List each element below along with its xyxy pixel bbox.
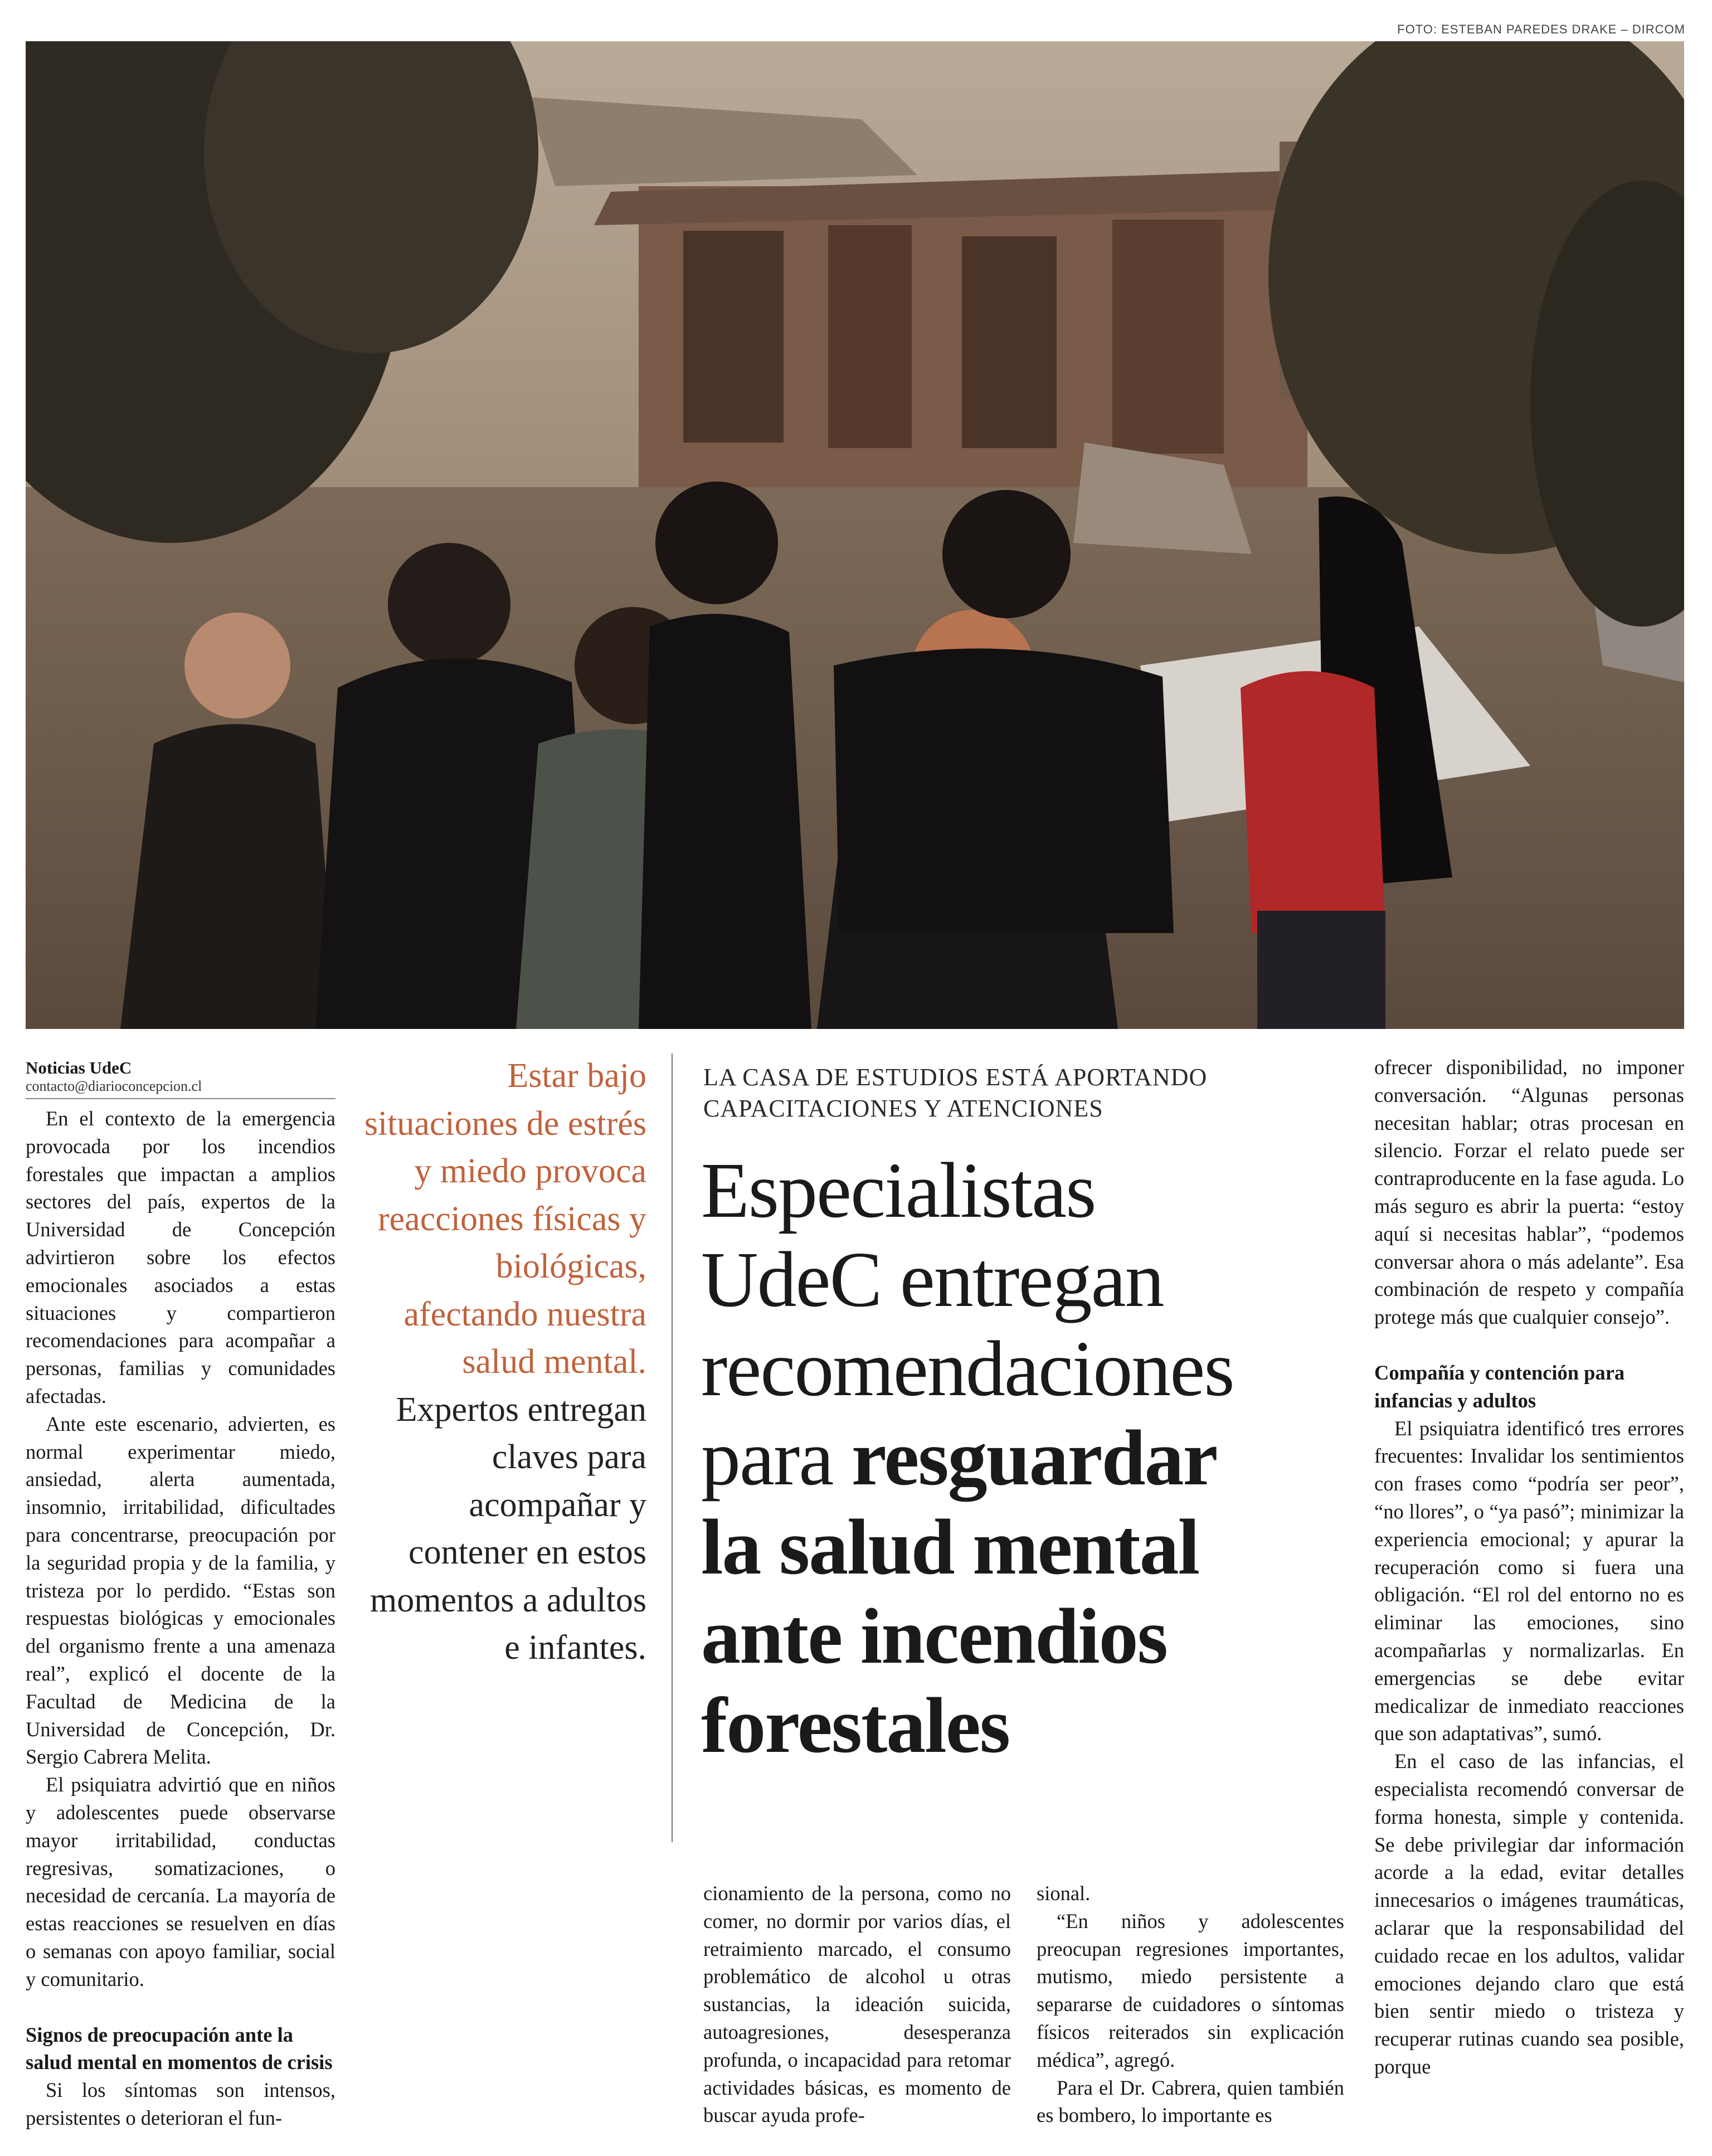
- section-subhead: Compañía y contención para infancias y adultos: [1374, 1361, 1625, 1412]
- article-paragraph: El psiquiatra identificó tres errores frecuentes: Invalidar los sentimientos con frases como “podría ser peor”, “no llores”, o “ya pasó”; minimizar la experiencia emocional; y apurar la recuperación como si fuera una obligación. “El rol del entorno no es eliminar las emociones, sino acompañarlas y normalizarlas. En emergencias se debe evitar medicalizar de inmediato reacciones que son adaptativas”, sumó.: [1374, 1416, 1684, 1745]
- article-column-2: [703, 1880, 1011, 2129]
- article-column-1: [26, 1058, 335, 2132]
- article-paragraph: Ante este escenario, advierten, es normal experimentar miedo, ansiedad, alerta aumentada, insomnio, irritabilidad, dificultades para concentrarse, preocupación por la seguridad propia y de la familia, y tristeza por lo perdido. “Estas son respuestas biológicas y emocionales del organismo frente a una amenaza real”, explicó el docente de la Facultad de Medicina de la Universidad de Concepción, Dr. Sergio Cabrera Melita.: [26, 1412, 335, 1769]
- article-paragraph: sional.: [1037, 1882, 1091, 1905]
- article-paragraph: Si los síntomas son intensos, persistentes o deterioran el fun-: [26, 2079, 335, 2129]
- section-subhead: Signos de preocupación ante la salud mental en momentos de crisis: [26, 2023, 333, 2074]
- article-paragraph: “En niños y adolescentes preocupan regresiones importantes, mutismo, miedo persistente a separarse de cuidadores o síntomas físicos reiterados sin explicación médica”, agregó.: [1037, 1909, 1344, 2071]
- article-paragraph: ofrecer disponibilidad, no imponer conversación. “Algunas personas necesitan hablar; otras procesan en silencio. Forzar el relato puede ser contraproducente en la fase aguda. Lo más seguro es abrir la puerta: “estoy aquí si necesitas hablar”, “podemos conversar ahora o más adelante”. Esa combinación de respeto y compañía protege más que cualquier consejo”.: [1374, 1056, 1684, 1329]
- headline-line: forestales: [701, 1681, 1010, 1769]
- byline-name: Noticias UdeC: [26, 1058, 132, 1077]
- news-photo: [26, 41, 1684, 1029]
- headline-line: Especialistas: [701, 1146, 1096, 1234]
- article-paragraph: En el contexto de la emergencia provocada por los incendios forestales que impactan a amplios sectores del país, expertos de la Universidad de Concepción advirtieron sobre los efectos emocionales asociados a estas situaciones y compartieron recomendaciones para acompañar a personas, familias y comunidades afectadas.: [26, 1107, 335, 1407]
- kicker: [703, 1062, 1350, 1124]
- article-paragraph: El psiquiatra advirtió que en niños y adolescentes puede observarse mayor irritabilidad, conductas regresivas, somatizaciones, o necesidad de cercanía. La mayoría de estas reacciones se resuelven en días o semanas con apoyo familiar, social y comunitario.: [26, 1773, 335, 1990]
- headline: [701, 1145, 1370, 1770]
- article-paragraph: cionamiento de la persona, como no comer, no dormir por varios días, el retraimiento marcado, el consumo problemático de alcohol u otras sustancias, la ideación suicida, autoagresiones, desesperanza profunda, o incapacidad para retomar actividades básicas, es momento de buscar ayuda profe-: [703, 1882, 1011, 2127]
- byline-email: contacto@diarioconcepcion.cl: [26, 1078, 335, 1099]
- kicker-line: CAPACITACIONES Y ATENCIONES: [703, 1095, 1103, 1122]
- headline-bold: resguardar: [851, 1414, 1217, 1502]
- pull-quote-highlight: Estar bajo situaciones de estrés y miedo provoca reacciones físicas y biológicas, afectando nuestra salud mental.: [364, 1057, 646, 1381]
- kicker-line: LA CASA DE ESTUDIOS ESTÁ APORTANDO: [703, 1064, 1208, 1091]
- headline-line: [701, 1413, 1370, 1502]
- headline-line: la salud mental: [701, 1503, 1199, 1591]
- pull-quote: [357, 1052, 646, 1672]
- headline-line: recomendaciones: [701, 1324, 1234, 1412]
- headline-line: UdeC entregan: [701, 1235, 1164, 1323]
- pull-quote-text: Expertos entregan claves para acompañar y contener en estos momentos a adultos e infantes.: [370, 1390, 646, 1667]
- article-paragraph: En el caso de las infancias, el especialista recomendó conversar de forma honesta, simple y contenida. Se debe privilegiar dar información acorde a la edad, evitar detalles innecesarios o imágenes traumáticas, aclarar que la responsabilidad del cuidado recae en los adultos, validar emociones dejando claro que está bien sentir miedo o tristeza y recuperar rutinas cuando sea posible, porque: [1374, 1750, 1684, 2078]
- headline-light: para: [701, 1414, 852, 1502]
- burned-houses-photo: [26, 41, 1684, 1029]
- photo-credit: FOTO: ESTEBAN PAREDES DRAKE – DIRCOM: [1397, 22, 1685, 36]
- article-paragraph: Para el Dr. Cabrera, quien también es bombero, lo importante es: [1037, 2076, 1344, 2127]
- article-column-4: [1374, 1053, 1684, 2081]
- column-divider: [672, 1053, 673, 1842]
- headline-line: ante incendios: [701, 1592, 1167, 1680]
- article-column-3: [1037, 1880, 1344, 2129]
